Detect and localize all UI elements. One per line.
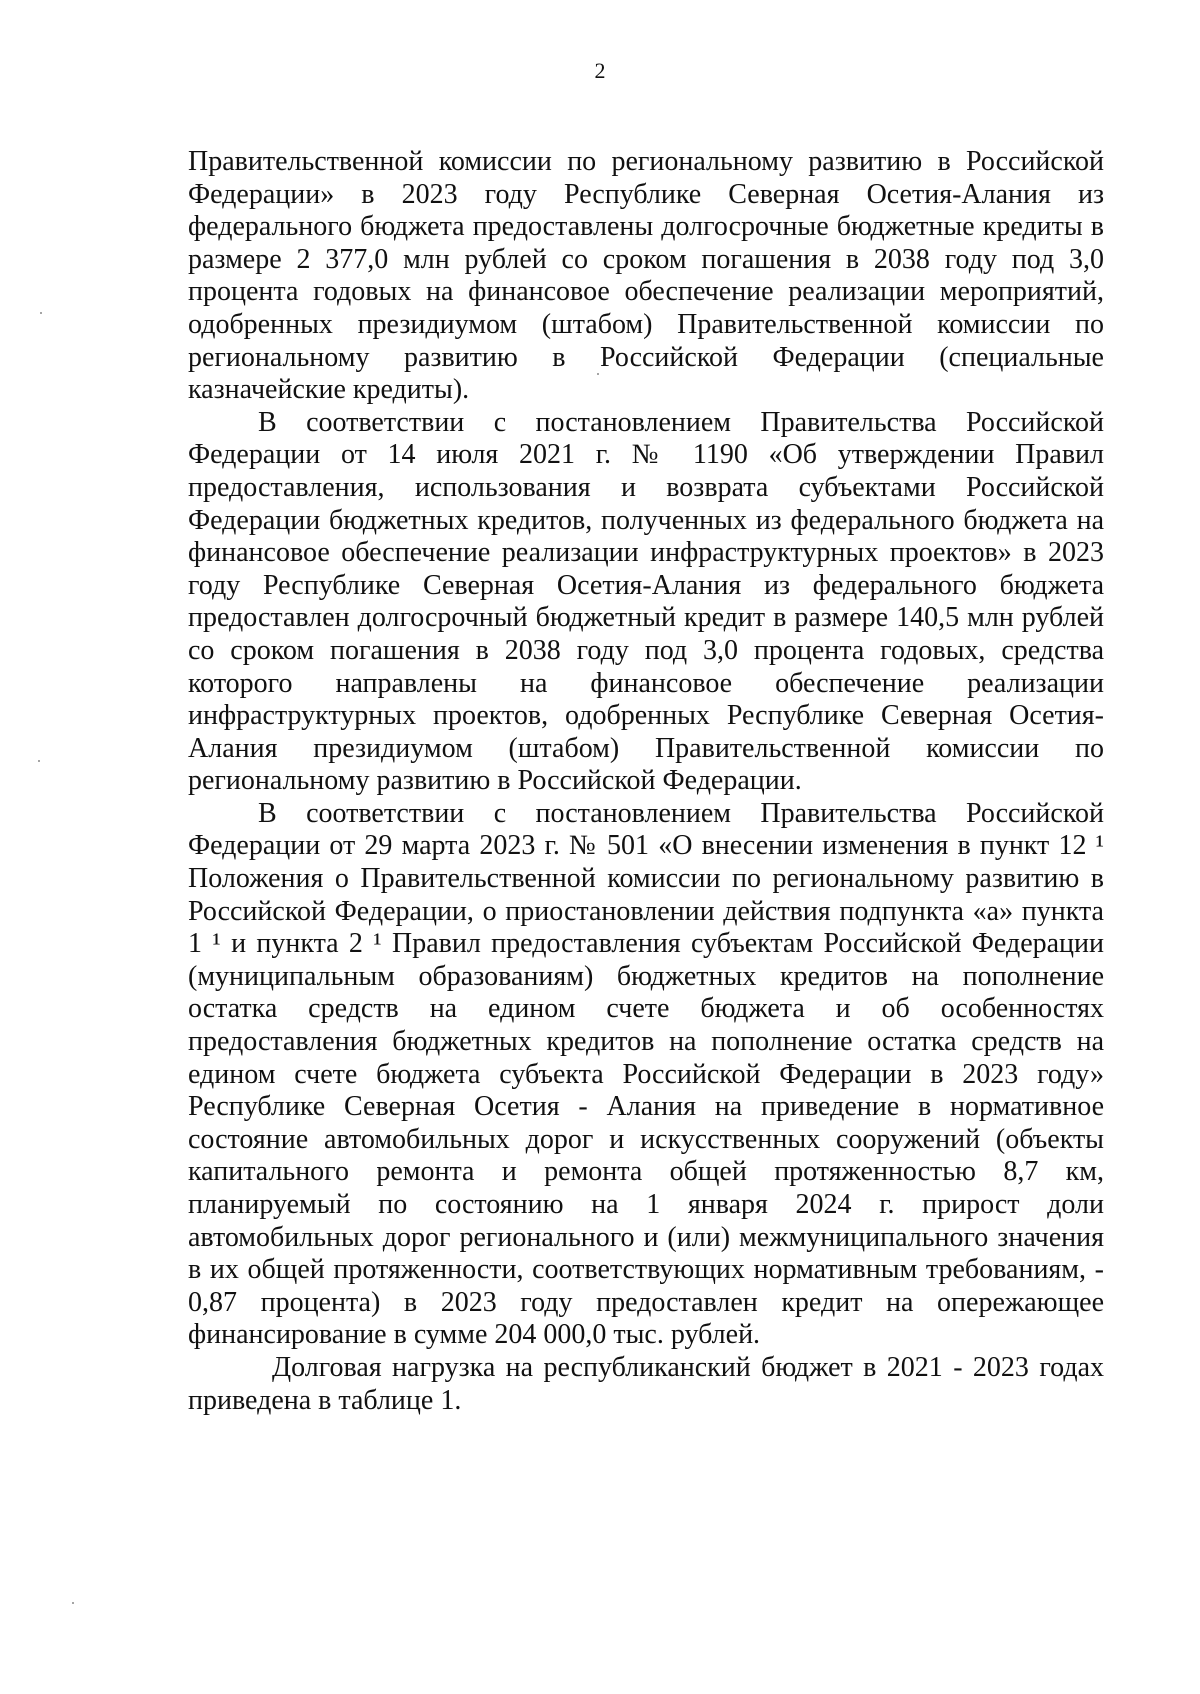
scan-speck [72,1602,74,1604]
scan-speck [38,760,40,762]
paragraph-road-repair-credit: В соответствии с постановлением Правительства Российской Федерации от 29 марта 2023 г. № 501 «О внесении изменения в пункт 12 ¹ Положения о Правительственной комиссии по региональному развитию в Российской Федерации, о приостановлении действия подпункта «а» пункта 1 ¹ и пункта 2 ¹ Правил предоставления субъектам Российской Федерации (муниципальным образованиям) бюджетных кредитов на пополнение остатка средств на едином счете бюджета и об особенностях предоставления бюджетных кредитов на пополнение остатка средств на едином счете бюджета субъекта Российской Федерации в 2023 году» Республике Северная Осетия - Алания на приведение в нормативное состояние автомобильных дорог и искусственных сооружений (объекты капитального ремонта и ремонта общей протяженностью 8,7 км, планируемый по состоянию на 1 января 2024 г. прирост доли автомобильных дорог регионального и (или) межмуниципального значения в их общей протяженности, соответствующих нормативным требованиям, - 0,87 процента) в 2023 году предоставлен кредит на опережающее финансирование в сумме 204 000,0 тыс. рублей. [188,797,1104,1351]
paragraph-infrastructure-credit: В соответствии с постановлением Правительства Российской Федерации от 14 июля 2021 г. № 1190 «Об утверждении Правил предоставления, использования и возврата субъектами Российской Федерации бюджетных кредитов, полученных из федерального бюджета на финансовое обеспечение реализации инфраструктурных проектов» в 2023 году Республике Северная Осетия-Алания из федерального бюджета предоставлен долгосрочный бюджетный кредит в размере 140,5 млн рублей со сроком погашения в 2038 году под 3,0 процента годовых, средства которого направлены на финансовое обеспечение реализации инфраструктурных проектов, одобренных Республике Северная Осетия-Алания президиумом (штабом) Правительственной комиссии по региональному развитию в Российской Федерации. [188,406,1104,797]
paragraph-debt-load-table-reference: Долговая нагрузка на республиканский бюджет в 2021 - 2023 годах приведена в таблице 1. [188,1351,1104,1416]
scan-speck [40,312,42,314]
page-number: 2 [594,58,606,83]
scan-speck [597,373,599,375]
paragraph-special-treasury-credits: Правительственной комиссии по региональному развитию в Российской Федерации» в 2023 году Республике Северная Осетия-Алания из федерального бюджета предоставлены долгосрочные бюджетные кредиты в размере 2 377,0 млн рублей со сроком погашения в 2038 году под 3,0 процента годовых на финансовое обеспечение реализации мероприятий, одобренных президиумом (штабом) Правительственной комиссии по региональному развитию в Российской Федерации (специальные казначейские кредиты). [188,146,1104,406]
document-body [188,146,1104,1417]
